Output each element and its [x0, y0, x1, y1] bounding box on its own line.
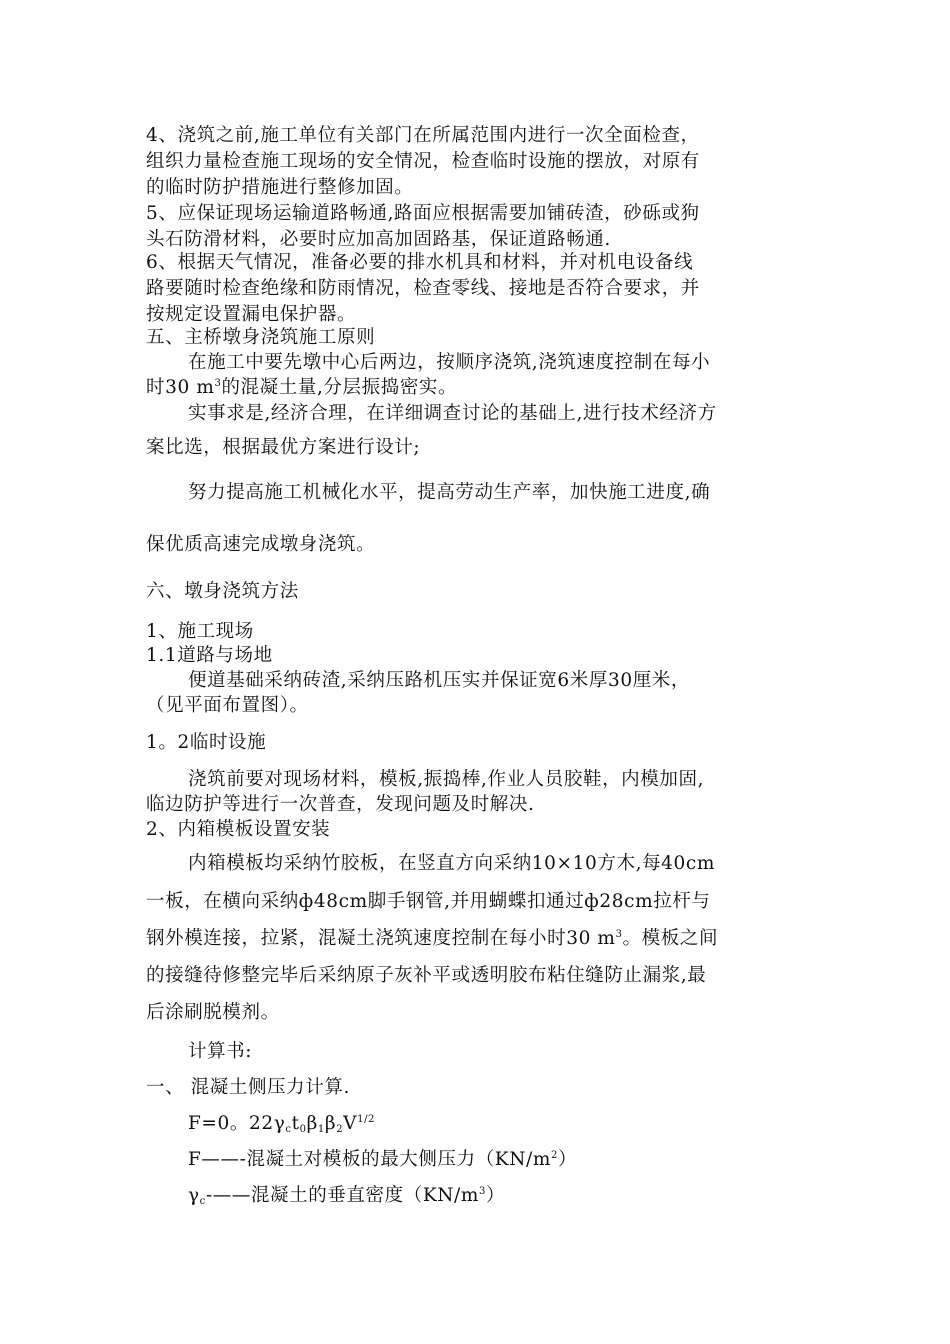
- superscript: 2: [550, 1150, 558, 1161]
- definition-line: [188, 1184, 505, 1208]
- text-part: ）: [485, 1185, 506, 1206]
- text-line: 6、根据天气情况，准备必要的排水机具和材料，并对机电设备线: [146, 252, 694, 273]
- definition-line: [188, 1148, 577, 1172]
- text-line: 路要随时检查绝缘和防雨情况，检查零线、接地是否符合要求，并: [146, 278, 700, 299]
- formula-part: F=0。22γ: [188, 1113, 286, 1134]
- text-line: 组织力量检查施工现场的安全情况，检查临时设施的摆放，对原有: [146, 151, 700, 172]
- formula-part: β: [306, 1113, 318, 1134]
- text-line: 保优质高速完成墩身浇筑。: [146, 534, 376, 555]
- section-heading: 一、 混凝土侧压力计算.: [146, 1077, 350, 1098]
- text-part: ）: [557, 1149, 578, 1170]
- subsection-heading: 1。2临时设施: [146, 732, 267, 753]
- text-line: 5、应保证现场运输道路畅通,路面应根据需要加铺砖渣，砂砾或狗: [146, 203, 700, 224]
- text-line: 内箱模板均采纳竹胶板，在竖直方向采纳10×10方木,每40cm: [188, 853, 716, 874]
- text-line: [146, 927, 718, 951]
- text-line: （见平面布置图）。: [146, 695, 309, 716]
- subscript: 2: [336, 1124, 344, 1135]
- formula-part: β: [324, 1113, 337, 1134]
- text-line: 的临时防护措施进行整修加固。: [146, 177, 414, 198]
- text-part: 钢外模连接，拉紧，混凝土浇筑速度控制在每小时30 m: [146, 928, 616, 949]
- text-line: 临边防护等进行一次普查，发现问题及时解决.: [146, 794, 535, 815]
- superscript: 3: [479, 1186, 486, 1197]
- text-line: 计算书:: [188, 1041, 253, 1062]
- formula-part: t: [291, 1113, 300, 1134]
- text-line: 在施工中要先墩中心后两边，按顺序浇筑,浇筑速度控制在每小: [188, 352, 711, 373]
- text-line: 实事求是,经济合理，在详细调查讨论的基础上,进行技术经济方: [188, 403, 717, 424]
- text-line: 案比选，根据最优方案进行设计;: [146, 437, 421, 458]
- text-line: 的接缝待修整完毕后采纳原子灰补平或透明胶布粘住缝防止漏浆,最: [146, 965, 707, 986]
- text-line: 头石防滑材料，必要时应加高加固路基，保证道路畅通.: [146, 229, 611, 250]
- superscript: 3: [615, 929, 623, 940]
- text-part: -——混凝土的垂直密度（KN/m: [205, 1185, 480, 1206]
- formula: [188, 1112, 375, 1136]
- text-part: γ: [188, 1185, 200, 1206]
- subscript: 0: [299, 1124, 307, 1135]
- text-line: 努力提高施工机械化水平，提高劳动生产率，加快施工进度,确: [188, 482, 711, 503]
- subscript: 1: [317, 1124, 325, 1135]
- subscript: c: [285, 1124, 292, 1135]
- section-heading: 五、主桥墩身浇筑施工原则: [146, 327, 376, 348]
- formula-part: V: [343, 1113, 358, 1134]
- text-part: 时30 m: [146, 377, 215, 398]
- text-line: 4、浇筑之前,施工单位有关部门在所属范围内进行一次全面检查，: [146, 125, 700, 146]
- subsection-heading: 2、内箱模板设置安装: [146, 819, 331, 840]
- text-part: F——-混凝土对模板的最大侧压力（KN/m: [188, 1149, 551, 1170]
- superscript: 3: [214, 378, 222, 389]
- subscript: c: [199, 1196, 206, 1207]
- text-line: [146, 376, 457, 400]
- superscript: 1/2: [357, 1114, 376, 1125]
- text-line: 便道基础采纳砖渣,采纳压路机压实并保证宽6米厚30厘米，: [188, 670, 690, 691]
- text-part: 的混凝土量,分层振捣密实。: [221, 377, 458, 398]
- section-heading: 六、墩身浇筑方法: [146, 581, 299, 602]
- subsection-heading: 1.1道路与场地: [146, 645, 273, 666]
- text-line: 按规定设置漏电保护器。: [146, 304, 357, 325]
- text-line: 一板，在横向采纳ф48cm脚手钢管,并用蝴蝶扣通过ф28cm拉杆与: [146, 891, 711, 912]
- text-line: 后涂刷脱模剂。: [146, 1002, 280, 1023]
- text-part: 。模板之间: [622, 928, 719, 949]
- subsection-heading: 1、施工现场: [146, 621, 254, 642]
- text-line: 浇筑前要对现场材料，模板,振捣棒,作业人员胶鞋，内模加固,: [188, 769, 705, 790]
